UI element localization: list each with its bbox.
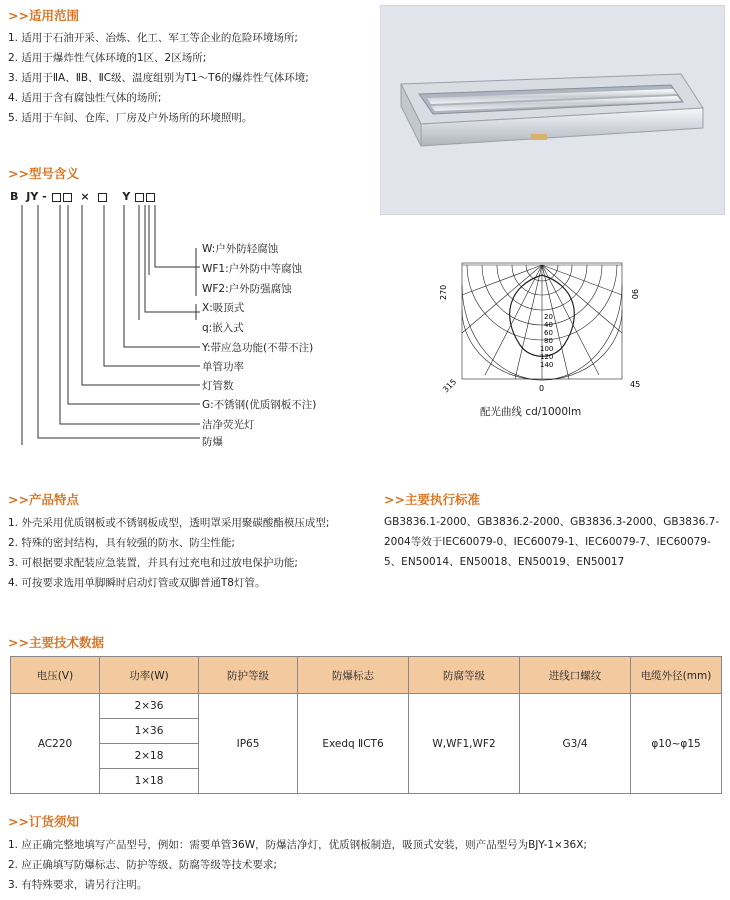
model-label: W:户外防轻腐蚀 (202, 243, 279, 255)
table-header: 防爆标志 (298, 657, 409, 694)
model-label: 防爆 (202, 436, 223, 448)
table-header: 电压(V) (11, 657, 100, 694)
list-item: 2. 特殊的密封结构，具有较强的防水、防尘性能; (8, 537, 235, 549)
code-dash: - (42, 190, 47, 203)
section-title-order: >>订货须知 (8, 814, 79, 829)
scale-label: 80 (544, 337, 553, 345)
list-item: 1. 外壳采用优质钢板或不锈钢板成型，透明罩采用聚碳酸酯模压成型; (8, 517, 330, 529)
scale-label: 140 (540, 361, 554, 369)
table-header: 防护等级 (199, 657, 298, 694)
angle-label: 0 (539, 384, 545, 393)
section-title-features: >>产品特点 (8, 492, 79, 507)
order-list (8, 835, 587, 895)
product-photo (380, 5, 725, 215)
list-item: 2. 应正确填写防爆标志、防护等级、防腐等级等技术要求; (8, 859, 277, 871)
section-title-scope: >>适用范围 (8, 8, 79, 23)
section-title-standards: >>主要执行标准 (384, 492, 480, 507)
tech-table (10, 656, 722, 794)
cell-protection: IP65 (199, 694, 298, 794)
table-header: 功率(W) (100, 657, 199, 694)
cell-explosion-mark: Exedq ⅡCT6 (298, 694, 409, 794)
list-item: 4. 适用于含有腐蚀性气体的场所; (8, 92, 162, 104)
model-label: Y:带应急功能(不带不注) (202, 342, 314, 354)
angle-label: 45 (630, 380, 641, 389)
cell-power: 1×36 (100, 719, 199, 744)
section-title-model: >>型号含义 (8, 166, 79, 181)
scale-label: 20 (544, 313, 553, 321)
table-header: 防腐等级 (409, 657, 520, 694)
table-header: 电缆外径(mm) (631, 657, 722, 694)
table-header-row (11, 657, 722, 694)
cell-power: 1×18 (100, 769, 199, 794)
angle-label: 90 (630, 289, 639, 300)
cell-thread: G3/4 (520, 694, 631, 794)
model-tree-lines (0, 0, 380, 460)
scale-label: 100 (540, 345, 554, 353)
table-row (11, 694, 722, 719)
list-item: 1. 适用于石油开采、冶炼、化工、军工等企业的危险环境场所; (8, 32, 298, 44)
lamp-illustration (381, 6, 724, 214)
standards-text: GB3836.1-2000、GB3836.2-2000、GB3836.3-2000、GB3836.7-2004等效于IEC60079-0、IEC60079-1、IEC60079-7、IEC60079-5、EN50014、EN50018、EN50019、EN50017 (384, 516, 720, 568)
list-item: 3. 适用于ⅡA、ⅡB、ⅡC级、温度组别为T1～T6的爆炸性气体环境; (8, 72, 309, 84)
code-times: × (80, 190, 90, 203)
model-label: 洁净荧光灯 (202, 419, 255, 431)
list-item: 5. 适用于车间、仓库、厂房及户外场所的环境照明。 (8, 112, 253, 124)
diagram-caption: 配光曲线 cd/1000lm (480, 406, 582, 418)
list-item: 2. 适用于爆炸性气体环境的1区、2区场所; (8, 52, 207, 64)
list-item: 1. 应正确完整地填写产品型号，例如：需要单管36W，防爆洁净灯，优质钢板制造，吸顶式安装，则产品型号为BJY-1×36X; (8, 839, 587, 851)
section-title-tech: >>主要技术数据 (8, 635, 104, 650)
model-label: 单管功率 (202, 361, 244, 373)
model-label: 灯管数 (202, 380, 234, 392)
code-jy: JY (26, 190, 39, 203)
list-item: 4. 可按要求选用单脚瞬时启动灯管或双脚普通T8灯管。 (8, 577, 266, 589)
model-label: G:不锈钢(优质钢板不注) (202, 399, 317, 411)
cell-power: 2×18 (100, 744, 199, 769)
cell-voltage: AC220 (11, 694, 100, 794)
table-header: 进线口螺纹 (520, 657, 631, 694)
model-label: WF2:户外防强腐蚀 (202, 283, 292, 295)
model-label: q:嵌入式 (202, 322, 244, 334)
cell-anticorrosion: W,WF1,WF2 (409, 694, 520, 794)
features-list (8, 513, 329, 593)
code-y: Y (122, 190, 131, 203)
list-item: 3. 可根据要求配装应急装置，并具有过充电和过放电保护功能; (8, 557, 298, 569)
angle-label: 315 (441, 377, 459, 395)
model-label: X:吸顶式 (202, 302, 245, 314)
light-distribution-diagram (440, 255, 640, 405)
code-b: B (10, 190, 19, 203)
scale-label: 40 (544, 321, 553, 329)
cell-cable: φ10~φ15 (631, 694, 722, 794)
cell-power: 2×36 (100, 694, 199, 719)
angle-label: 270 (439, 284, 448, 300)
model-label: WF1:户外防中等腐蚀 (202, 263, 303, 275)
scale-label: 120 (540, 353, 554, 361)
list-item: 3. 有特殊要求，请另行注明。 (8, 879, 148, 891)
scale-label: 60 (544, 329, 553, 337)
